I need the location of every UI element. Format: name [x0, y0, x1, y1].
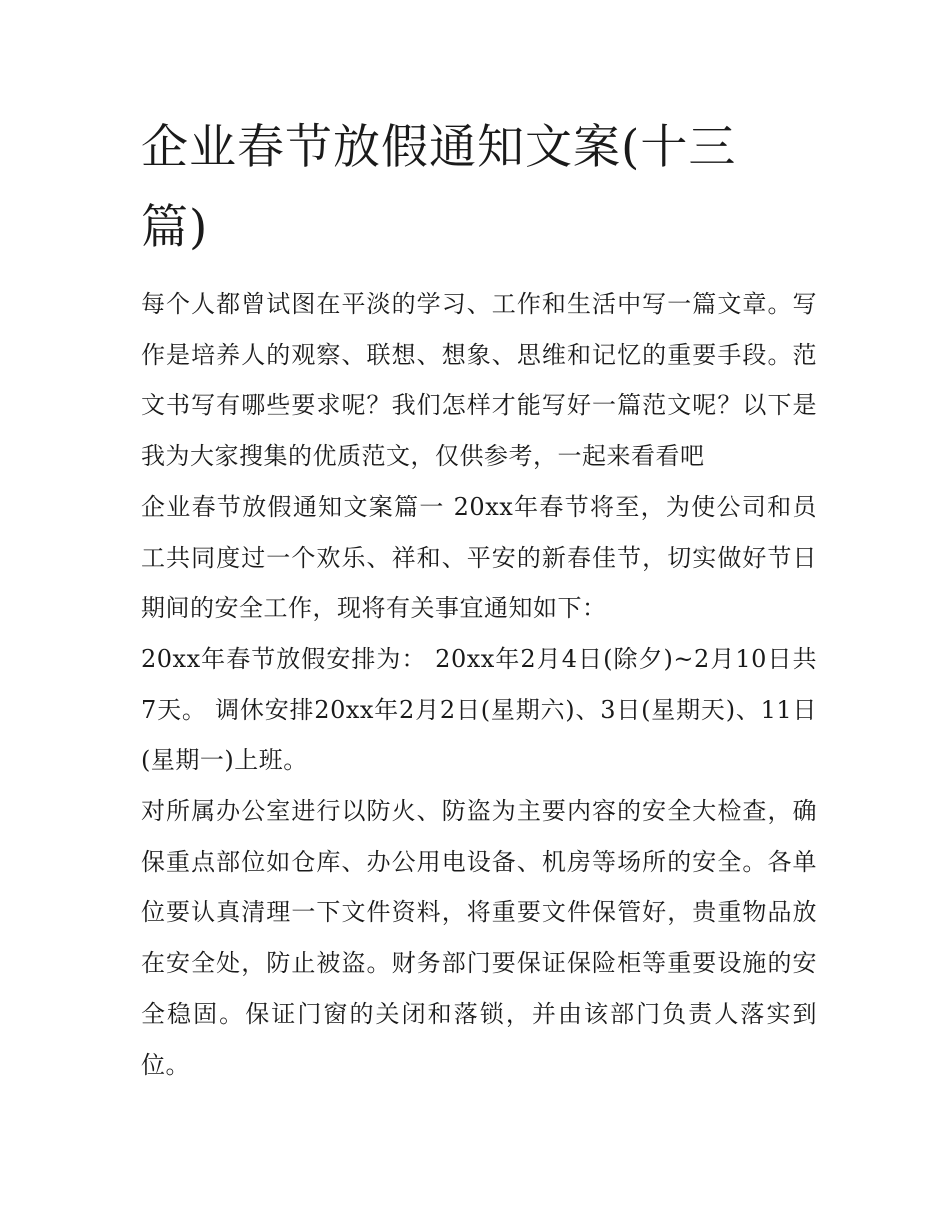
notice-paragraph: 企业春节放假通知文案篇一 20xx年春节将至，为使公司和员工共同度过一个欢乐、祥和、平安的新春佳节，切实做好节日期间的安全工作，现将有关事宜通知如下：	[141, 492, 817, 623]
holiday-schedule-paragraph: 20xx年春节放假安排为： 20xx年2月4日(除夕)~2月10日共7天。 调休安排20xx年2月2日(星期六)、3日(星期天)、11日(星期一)上班。	[141, 644, 817, 775]
document-title: 企业春节放假通知文案(十三篇)	[141, 120, 737, 255]
document-body	[141, 108, 817, 1090]
safety-paragraph: 对所属办公室进行以防火、防盗为主要内容的安全大检查，确保重点部位如仓库、办公用电设备、机房等场所的安全。各单位要认真清理一下文件资料，将重要文件保管好，贵重物品放在安全处，防止被盗。财务部门要保证保险柜等重要设施的安全稳固。保证门窗的关闭和落锁，并由该部门负责人落实到位。	[141, 797, 817, 1079]
intro-paragraph: 每个人都曾试图在平淡的学习、工作和生活中写一篇文章。写作是培养人的观察、联想、想象、思维和记忆的重要手段。范文书写有哪些要求呢？我们怎样才能写好一篇范文呢？以下是我为大家搜集的优质范文，仅供参考，一起来看看吧	[141, 290, 817, 471]
